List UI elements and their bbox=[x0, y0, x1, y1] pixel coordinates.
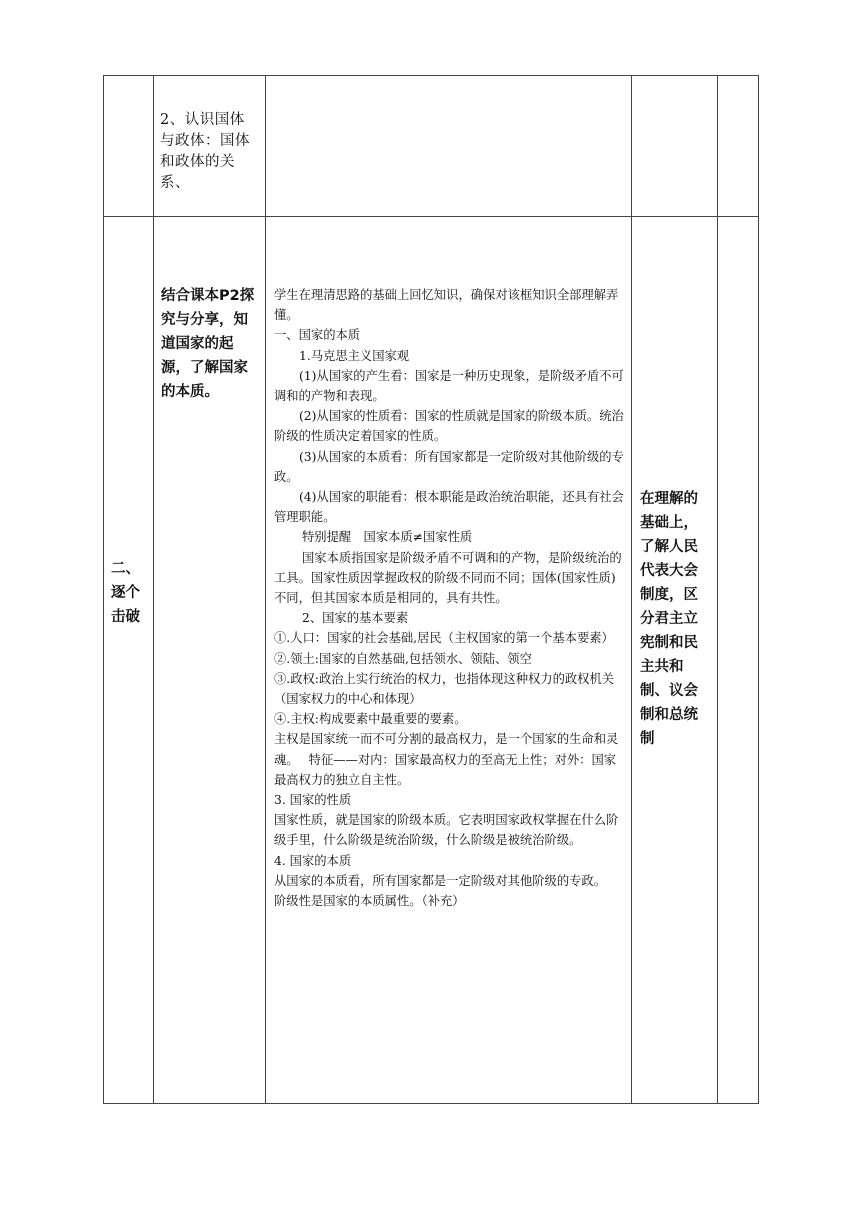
content-cell bbox=[266, 217, 632, 1104]
stage-label: 二、逐个击破 bbox=[111, 561, 140, 625]
requirement-cell bbox=[632, 76, 718, 217]
table-row bbox=[104, 76, 759, 217]
content-line: 2、国家的基本要素 bbox=[302, 611, 409, 626]
content-line: 从国家的本质看，所有国家都是一定阶级对其他阶级的专政。 bbox=[274, 873, 607, 888]
stage-cell bbox=[104, 217, 154, 1104]
content-line: 4. 国家的本质 bbox=[274, 853, 352, 868]
content-line: 主权是国家统一而不可分割的最高权力，是一个国家的生命和灵魂。 特征——对内：国家最高权力的至高无上性；对外：国家最高权力的独立自主性。 bbox=[274, 732, 619, 787]
requirement-cell bbox=[632, 217, 718, 1104]
topic-text: 2、认识国体与政体：国体和政体的关系、 bbox=[160, 112, 250, 191]
notes-cell bbox=[718, 217, 759, 1104]
content-line: 学生在理清思路的基础上回忆知识，确保对该框知识全部理解弄懂。 bbox=[274, 288, 619, 323]
content-line: (2)从国家的性质看：国家的性质就是国家的阶级本质。统治阶级的性质决定着国家的性质。 bbox=[274, 409, 624, 444]
stage-cell bbox=[104, 76, 154, 217]
content-line: 3. 国家的性质 bbox=[274, 793, 352, 808]
content-line: ④.主权:构成要素中最重要的要素。 bbox=[274, 712, 467, 727]
table-row bbox=[104, 217, 759, 1104]
content-line: ③.政权:政治上实行统治的权力，也指体现这种权力的政权机关（国家权力的中心和体现） bbox=[274, 671, 615, 707]
goal-cell bbox=[154, 217, 266, 1104]
requirement-text: 在理解的基础上，了解人民代表大会制度，区分君主立宪制和民主共和制、议会制和总统制 bbox=[640, 491, 698, 747]
content-line: 特别提醒 国家本质≠国家性质 bbox=[302, 530, 473, 545]
content-line: 一、国家的本质 bbox=[274, 328, 361, 343]
content-line: 1.马克思主义国家观 bbox=[299, 348, 410, 363]
goal-text: 结合课本P2探究与分享，知道国家的起源，了解国家的本质。 bbox=[161, 288, 255, 400]
content-line: 国家本质指国家是阶级矛盾不可调和的产物，是阶级统治的工具。国家性质因掌握政权的阶级不同而不同；国体(国家性质)不同，但其国家本质是相同的，具有共性。 bbox=[274, 550, 622, 606]
content-line: 国家性质，就是国家的阶级本质。它表明国家政权掌握在什么阶级手里，什么阶级是统治阶级，什么阶级是被统治阶级。 bbox=[274, 813, 619, 848]
content-line: ②.领土:国家的自然基础,包括领水、领陆、领空 bbox=[274, 651, 532, 666]
content-text bbox=[266, 217, 631, 911]
lesson-plan-table bbox=[103, 75, 759, 1104]
content-line: (1)从国家的产生看：国家是一种历史现象，是阶级矛盾不可调和的产物和表现。 bbox=[274, 368, 624, 404]
content-line: 阶级性是国家的本质属性。（补充） bbox=[274, 894, 465, 909]
notes-cell bbox=[718, 76, 759, 217]
content-line: (3)从国家的本质看：所有国家都是一定阶级对其他阶级的专政。 bbox=[274, 449, 624, 484]
content-line: ①.人口：国家的社会基础,居民（主权国家的第一个基本要素） bbox=[274, 631, 614, 646]
content-cell bbox=[266, 76, 632, 217]
topic-cell bbox=[154, 76, 266, 217]
content-line: (4)从国家的职能看：根本职能是政治统治职能，还具有社会管理职能。 bbox=[274, 490, 624, 525]
